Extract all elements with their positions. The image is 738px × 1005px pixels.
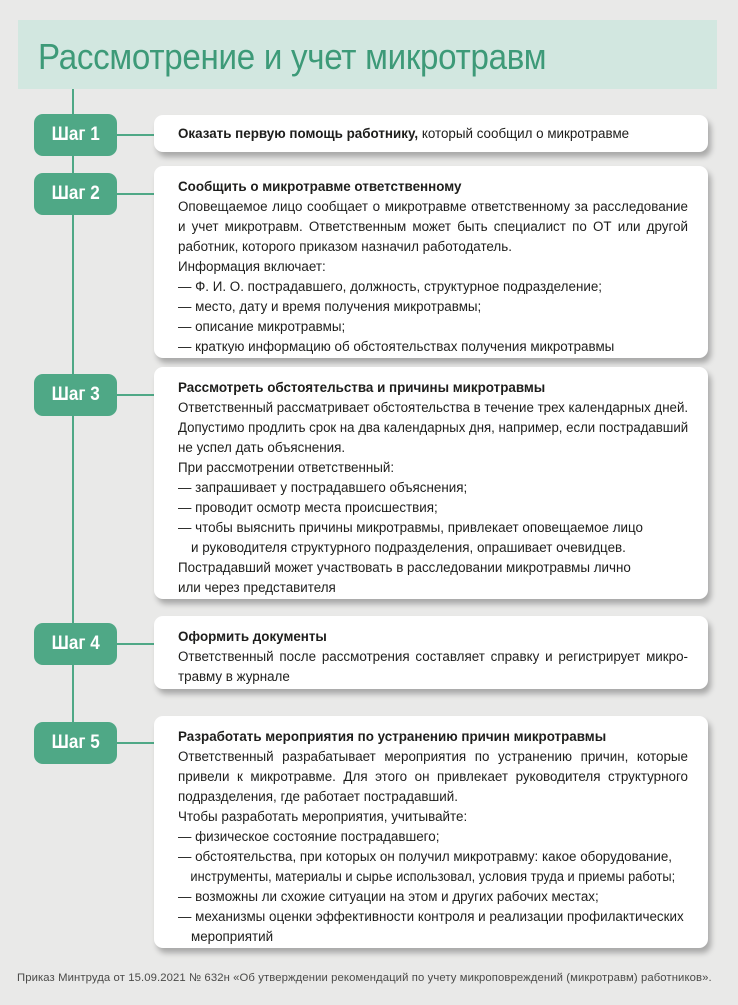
step-text: и учет микротравм. Ответственным может быть специалист по ОТ или другой [178,219,688,234]
step-badge-2: Шаг 2 [34,173,117,215]
step-text: Допустимо продлить срок на два календарных дня, например, если пострадавший [178,420,689,435]
step-title: Оказать первую помощь работнику, [178,126,419,141]
step-text: Ответственный после рассмотрения составляет справку и регистрирует микро- [178,649,688,664]
list-item: — Ф. И. О. пострадавшего, должность, структурное подразделение; [178,279,602,294]
step-title: Сообщить о микротравме ответственному [178,179,462,194]
step-badge-1: Шаг 1 [34,114,117,156]
step-text: Информация включает: [178,259,326,274]
step-text: Ответственный разрабатывает мероприятия по устранению причин, которые [178,749,688,764]
list-item: — проводит осмотр места происшествия; [178,500,438,515]
step-connector-4 [117,643,154,645]
step-badge-3: Шаг 3 [34,374,117,416]
list-item-continuation: инструменты, материалы и сырье использовал, условия труда и приемы работы; [190,869,676,884]
footer-source-note: Приказ Минтруда от 15.09.2021 № 632н «Об утверждении рекомендаций по учету микроповреждений (микротравм) работников». [17,972,712,984]
list-item: — возможны ли схожие ситуации на этом и других рабочих местах; [178,889,599,904]
step-text: не успел дать объяснения. [178,440,346,455]
step-text: работник, которого приказом назначил работодатель. [178,239,512,254]
step-text: или через представителя [178,580,336,595]
step-card-5 [154,716,708,948]
step-card-4 [154,616,708,689]
step-text: При рассмотрении ответственный: [178,460,395,475]
step-card-2 [154,166,708,358]
step-text: привели к микротравме. Для этого он привлекает руководителя структурного [178,769,688,784]
page-title: Рассмотрение и учет микротравм [38,36,547,77]
list-item: — обстоятельства, при которых он получил микротравму: какое оборудование, [178,849,673,864]
list-item: — механизмы оценки эффективности контроля и реализации профилактических [178,909,684,924]
list-item: — место, дату и время получения микротравмы; [178,299,482,314]
step-connector-3 [117,394,154,396]
step-text: травму в журнале [178,669,290,684]
header-banner [18,20,717,89]
step-card-3 [154,367,708,599]
step-title: Разработать мероприятия по устранению причин микротравмы [178,729,607,744]
step-card-1 [154,115,708,152]
step-title: Рассмотреть обстоятельства и причины микротравмы [178,380,546,395]
list-item: — описание микротравмы; [178,319,346,334]
step-text: Ответственный рассматривает обстоятельства в течение трех календарных дней. [178,400,689,415]
list-item: — физическое состояние пострадавшего; [178,829,440,844]
step-title-suffix: который сообщил о микротравме [418,126,630,141]
step-badge-5: Шаг 5 [34,722,117,764]
step-text: Пострадавший может участвовать в расследовании микротравмы лично [178,560,631,575]
step-text: Оповещаемое лицо сообщает о микротравме ответственному за расследование [178,199,688,214]
list-item: — краткую информацию об обстоятельствах получения микротравмы [178,339,615,354]
step-text: Чтобы разработать мероприятия, учитывайте: [178,809,468,824]
list-item: — чтобы выяснить причины микротравмы, привлекает оповещаемое лицо [178,520,643,535]
step-connector-1 [117,134,154,136]
step-connector-5 [117,742,154,744]
step-title: Оформить документы [178,629,327,644]
step-badge-4: Шаг 4 [34,623,117,665]
list-item: — запрашивает у пострадавшего объяснения; [178,480,468,495]
list-item-continuation: мероприятий [191,929,274,944]
step-text: подразделения, где работает пострадавший. [178,789,458,804]
step-connector-2 [117,193,154,195]
list-item-continuation: и руководителя структурного подразделения, опрашивает очевидцев. [191,540,626,555]
